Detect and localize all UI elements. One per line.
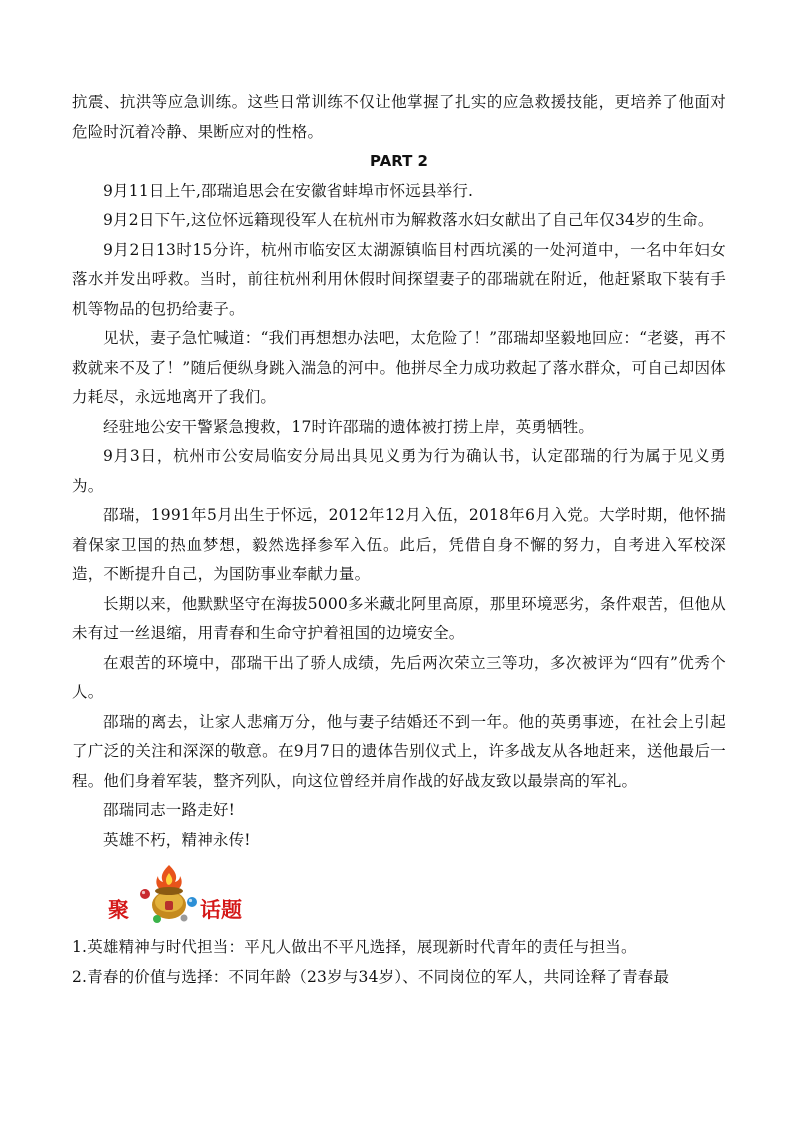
topic-header-right-text: 话题 [200,898,242,922]
paragraph: 邵瑞的离去，让家人悲痛万分，他与妻子结婚还不到一年。他的英勇事迹，在社会上引起了广泛的关注和深深的敬意。在9月7日的遗体告别仪式上，许多战友从各地赶来，送他最后一程。他们身着军装，整齐列队，向这位曾经并肩作战的好战友致以最崇高的军礼。 [72,712,726,790]
topic-item: 2.青春的价值与选择：不同年龄（23岁与34岁）、不同岗位的军人，共同诠释了青春最 [72,967,670,986]
topic-item: 1.英雄精神与时代担当：平凡人做出不平凡选择，展现新时代青年的责任与担当。 [72,938,637,956]
paragraph: 9月2日13时15分许，杭州市临安区太湖源镇临目村西坑溪的一处河道中，一名中年妇女落水并发出呼救。当时，前往杭州利用休假时间探望妻子的邵瑞就在附近，他赶紧取下装有手机等物品的包扔给妻子。 [72,240,726,318]
paragraph: 邵瑞同志一路走好! [103,801,236,819]
paragraph: 9月11日上午,邵瑞追思会在安徽省蚌埠市怀远县举行. [103,181,474,200]
paragraph: 抗震、抗洪等应急训练。这些日常训练不仅让他掌握了扎实的应急救援技能，更培养了他面对危险时沉着冷静、果断应对的性格。 [72,93,726,141]
paragraph: 经驻地公安干警紧急搜救，17时许邵瑞的遗体被打捞上岸，英勇牺牲。 [103,417,595,436]
topic-section-header [72,861,726,931]
paragraph: 9月2日下午,这位怀远籍现役军人在杭州市为解救落水妇女献出了自己年仅34岁的生命。 [103,211,714,229]
paragraph: 9月3日，杭州市公安局临安分局出具见义勇为行为确认书，认定邵瑞的行为属于见义勇为。 [72,447,726,495]
treasure-pot-icon [136,861,202,925]
paragraph: 见状，妻子急忙喊道：“我们再想想办法吧，太危险了！”邵瑞却坚毅地回应：“老婆，再不救就来不及了！”随后便纵身跳入湍急的河中。他拼尽全力成功救起了落水群众，可自己却因体力耗尽，永远地离开了我们。 [72,329,726,406]
topic-header-left-char: 聚 [108,898,129,922]
paragraph: 在艰苦的环境中，邵瑞干出了骄人成绩，先后两次荣立三等功，多次被评为“四有”优秀个人。 [72,653,726,701]
paragraph: 长期以来，他默默坚守在海拔5000多米藏北阿里高原，那里环境恶劣，条件艰苦，但他从未有过一丝退缩，用青春和生命守护着祖国的边境安全。 [72,594,726,642]
paragraph: 英雄不朽，精神永传! [103,830,251,849]
part-title: PART 2 [370,152,428,170]
paragraph: 邵瑞，1991年5月出生于怀远，2012年12月入伍，2018年6月入党。大学时期，他怀揣着保家卫国的热血梦想，毅然选择参军入伍。此后，凭借自身不懈的努力，自考进入军校深造，不断提升自己，为国防事业奉献力量。 [72,506,726,583]
document-page [72,88,726,992]
